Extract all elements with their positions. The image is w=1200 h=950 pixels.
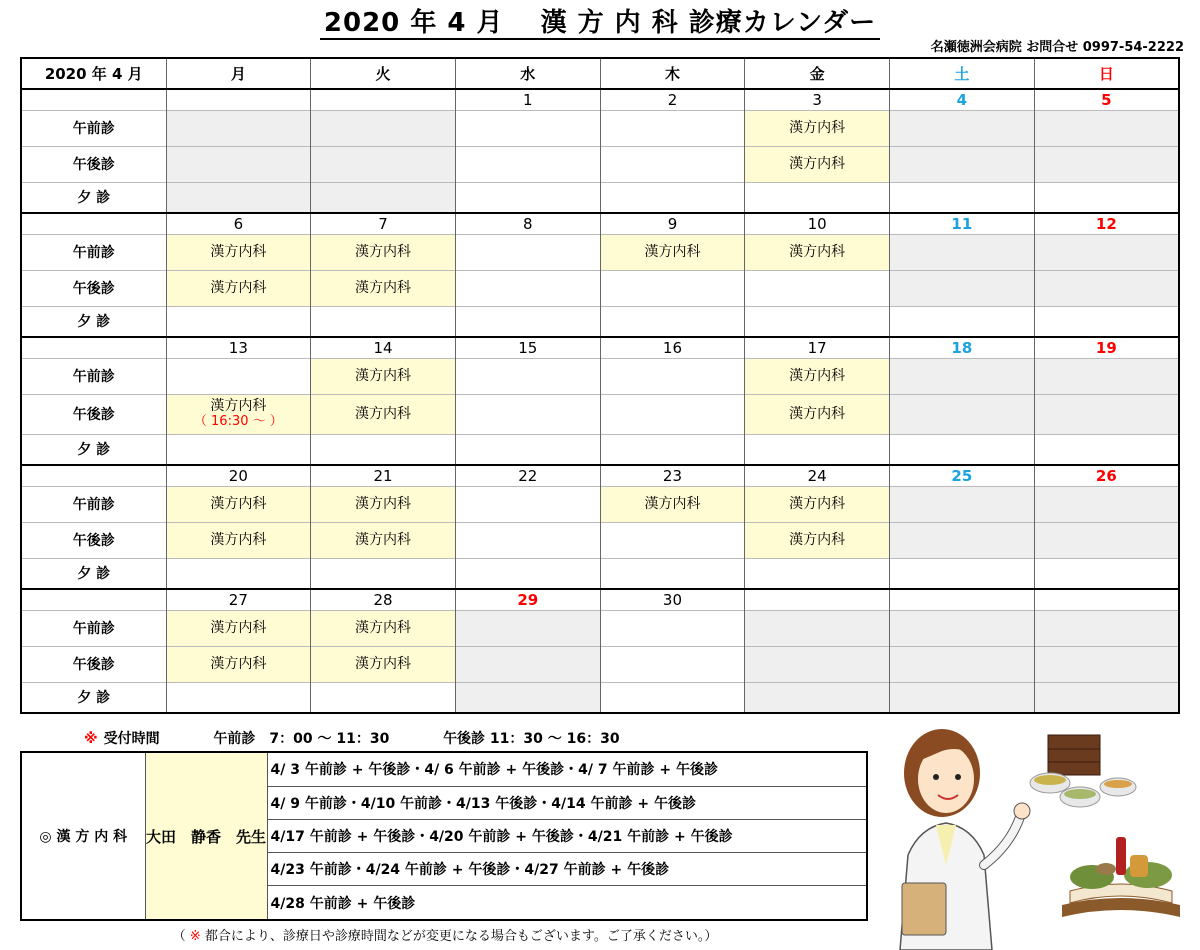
slot-label: 午前診 [21, 486, 166, 522]
empty-slot [1034, 486, 1179, 522]
open-slot [311, 270, 456, 306]
slot-department: 漢方内科 [355, 532, 412, 548]
empty-slot [890, 434, 1035, 465]
weekday-fri: 金 [745, 58, 890, 89]
slot-row-am [21, 358, 1179, 394]
empty-slot [600, 646, 745, 682]
date-number: 3 [745, 89, 890, 110]
slot-department: 漢方内科 [210, 280, 267, 296]
footnote-mark: ※ [189, 929, 201, 944]
empty-slot [1034, 146, 1179, 182]
reception-hours-am: 午前診 7：00 ～ 11：30 [213, 731, 390, 747]
slot-row-ev [21, 306, 1179, 337]
slot-label: 夕 診 [21, 558, 166, 589]
empty-slot [745, 182, 890, 213]
date-number: 6 [166, 213, 311, 234]
empty-slot [600, 394, 745, 434]
date-number: 20 [166, 465, 311, 486]
slot-department: 漢方内科 [355, 496, 412, 512]
empty-slot [890, 234, 1035, 270]
empty-slot [890, 306, 1035, 337]
week-date-row [21, 213, 1179, 234]
empty-slot [1034, 558, 1179, 589]
open-slot [745, 234, 890, 270]
reception-hours [84, 728, 620, 748]
empty-slot [890, 394, 1035, 434]
slot-label: 午前診 [21, 234, 166, 270]
date-number: 17 [745, 337, 890, 358]
slot-department: 漢方内科 [355, 620, 412, 636]
empty-slot [745, 270, 890, 306]
slot-label: 夕 診 [21, 434, 166, 465]
week-date-label [21, 89, 166, 110]
open-slot [745, 146, 890, 182]
empty-slot [1034, 646, 1179, 682]
empty-slot [1034, 110, 1179, 146]
empty-slot [455, 306, 600, 337]
empty-slot [455, 146, 600, 182]
slot-department: 漢方内科 [644, 244, 701, 260]
empty-slot [166, 434, 311, 465]
date-number: 4 [890, 89, 1035, 110]
open-slot [166, 234, 311, 270]
footnote-open: （ [172, 929, 186, 944]
open-slot [311, 610, 456, 646]
reception-hours-label: 受付時間 [103, 731, 160, 747]
slot-department: 漢方内科 [789, 406, 846, 422]
slot-row-pm [21, 646, 1179, 682]
empty-slot [455, 682, 600, 713]
slot-department: 漢方内科 [355, 656, 412, 672]
slot-department: 漢方内科 [210, 496, 267, 512]
slot-label: 午前診 [21, 110, 166, 146]
page-title: 2020 年 4 月 漢 方 内 科 診療カレンダー [0, 2, 1200, 36]
empty-slot [455, 522, 600, 558]
empty-slot [1034, 358, 1179, 394]
slot-row-pm [21, 146, 1179, 182]
empty-slot [890, 110, 1035, 146]
slot-department: 漢方内科 [789, 156, 846, 172]
slot-department: 漢方内科 [644, 496, 701, 512]
slot-row-ev [21, 558, 1179, 589]
empty-slot [311, 146, 456, 182]
empty-slot [311, 306, 456, 337]
date-number: 28 [311, 589, 456, 610]
date-number: 16 [600, 337, 745, 358]
empty-slot [745, 682, 890, 713]
date-number: 15 [455, 337, 600, 358]
empty-slot [600, 110, 745, 146]
date-number [1034, 589, 1179, 610]
empty-slot [600, 182, 745, 213]
empty-slot [1034, 610, 1179, 646]
empty-slot [455, 610, 600, 646]
empty-slot [1034, 234, 1179, 270]
date-number: 10 [745, 213, 890, 234]
slot-time-note: （ 16:30 ～ ） [193, 414, 283, 429]
empty-slot [1034, 394, 1179, 434]
date-number: 5 [1034, 89, 1179, 110]
date-number: 1 [455, 89, 600, 110]
empty-slot [600, 522, 745, 558]
empty-slot [890, 146, 1035, 182]
empty-slot [745, 434, 890, 465]
date-number: 2 [600, 89, 745, 110]
slot-department: 漢方内科 [789, 532, 846, 548]
date-number [166, 89, 311, 110]
empty-slot [166, 682, 311, 713]
slot-label: 夕 診 [21, 182, 166, 213]
date-number: 21 [311, 465, 456, 486]
open-slot [745, 522, 890, 558]
empty-slot [600, 306, 745, 337]
open-slot [311, 358, 456, 394]
empty-slot [455, 182, 600, 213]
slot-label: 夕 診 [21, 306, 166, 337]
empty-slot [600, 610, 745, 646]
footnote-text: 都合により、診療日や診療時間などが変更になる場合もございます。ご了承ください。） [204, 929, 718, 944]
doctor-figure-icon [900, 729, 1030, 950]
date-number: 7 [311, 213, 456, 234]
empty-slot [1034, 306, 1179, 337]
calendar-month-label: 2020 年 4 月 [21, 58, 166, 89]
empty-slot [455, 110, 600, 146]
slot-department: 漢方内科 [789, 368, 846, 384]
empty-slot [455, 394, 600, 434]
hospital-contact: 名瀬徳洲会病院 お問合せ 0997-54-2222 [930, 40, 1184, 55]
empty-slot [600, 358, 745, 394]
empty-slot [600, 558, 745, 589]
date-number: 11 [890, 213, 1035, 234]
empty-slot [455, 434, 600, 465]
slot-label: 午前診 [21, 358, 166, 394]
date-number [311, 89, 456, 110]
empty-slot [1034, 270, 1179, 306]
slot-department: 漢方内科 [355, 368, 412, 384]
empty-slot [455, 646, 600, 682]
empty-slot [455, 486, 600, 522]
open-slot [166, 394, 311, 434]
slot-department: 漢方内科 [210, 398, 267, 414]
empty-slot [890, 558, 1035, 589]
empty-slot [600, 434, 745, 465]
date-number: 19 [1034, 337, 1179, 358]
schedule-line: 4/23 午前診・4/24 午前診 + 午後診・4/27 午前診 + 午後診 [267, 853, 867, 886]
week-date-row [21, 337, 1179, 358]
date-number: 25 [890, 465, 1035, 486]
open-slot [311, 394, 456, 434]
slot-department: 漢方内科 [210, 244, 267, 260]
calendar-header-row [21, 58, 1179, 89]
schedule-line: 4/ 9 午前診・4/10 午前診・4/13 午後診・4/14 午前診 + 午後診 [267, 786, 867, 819]
date-number [745, 589, 890, 610]
empty-slot [311, 434, 456, 465]
herb-book-icon [1062, 837, 1180, 917]
date-number: 27 [166, 589, 311, 610]
date-number: 29 [455, 589, 600, 610]
open-slot [311, 486, 456, 522]
week-date-label [21, 337, 166, 358]
date-number: 8 [455, 213, 600, 234]
open-slot [166, 646, 311, 682]
herb-bowls-icon [1030, 735, 1136, 807]
empty-slot [890, 646, 1035, 682]
slot-department: 漢方内科 [210, 656, 267, 672]
slot-label: 午後診 [21, 394, 166, 434]
slot-row-am [21, 110, 1179, 146]
empty-slot [311, 182, 456, 213]
schedule-line: 4/28 午前診 + 午後診 [267, 886, 867, 920]
slot-department: 漢方内科 [355, 244, 412, 260]
date-number: 26 [1034, 465, 1179, 486]
empty-slot [311, 110, 456, 146]
week-date-label [21, 213, 166, 234]
empty-slot [311, 558, 456, 589]
doctor-name: 大田 静香 先生 [145, 752, 267, 920]
open-slot [311, 646, 456, 682]
week-date-row [21, 465, 1179, 486]
date-number [890, 589, 1035, 610]
empty-slot [311, 682, 456, 713]
date-number: 24 [745, 465, 890, 486]
slot-label: 午前診 [21, 610, 166, 646]
doctor-schedule-row [21, 752, 867, 786]
weekday-mon: 月 [166, 58, 311, 89]
weekday-tue: 火 [311, 58, 456, 89]
reception-hours-pm: 午後診 11：30 ～ 16：30 [443, 731, 620, 747]
slot-row-pm [21, 270, 1179, 306]
slot-department: 漢方内科 [210, 532, 267, 548]
empty-slot [455, 558, 600, 589]
schedule-line: 4/ 3 午前診 + 午後診・4/ 6 午前診 + 午後診・4/ 7 午前診 + 午後診 [267, 752, 867, 786]
empty-slot [890, 486, 1035, 522]
date-number: 14 [311, 337, 456, 358]
empty-slot [890, 270, 1035, 306]
slot-label: 午後診 [21, 646, 166, 682]
doctor-schedule-table [20, 751, 868, 921]
slot-department: 漢方内科 [210, 620, 267, 636]
empty-slot [455, 358, 600, 394]
weekday-thu: 木 [600, 58, 745, 89]
slot-row-am [21, 234, 1179, 270]
date-number: 30 [600, 589, 745, 610]
week-date-label [21, 589, 166, 610]
slot-label: 午後診 [21, 146, 166, 182]
week-date-row [21, 589, 1179, 610]
empty-slot [745, 306, 890, 337]
empty-slot [600, 682, 745, 713]
schedule-line: 4/17 午前診 + 午後診・4/20 午前診 + 午後診・4/21 午前診 + 午後診 [267, 819, 867, 852]
slot-department: 漢方内科 [789, 244, 846, 260]
clinic-calendar [20, 57, 1180, 714]
open-slot [745, 110, 890, 146]
empty-slot [166, 358, 311, 394]
weekday-sat: 土 [890, 58, 1035, 89]
slot-row-pm [21, 522, 1179, 558]
empty-slot [166, 110, 311, 146]
open-slot [311, 234, 456, 270]
date-number: 18 [890, 337, 1035, 358]
footnote [0, 925, 890, 944]
slot-row-ev [21, 182, 1179, 213]
slot-row-am [21, 486, 1179, 522]
note-mark: ※ [84, 731, 98, 747]
empty-slot [1034, 522, 1179, 558]
slot-department: 漢方内科 [789, 496, 846, 512]
weekday-wed: 水 [455, 58, 600, 89]
slot-label: 午後診 [21, 522, 166, 558]
open-slot [166, 486, 311, 522]
slot-department: 漢方内科 [355, 406, 412, 422]
empty-slot [890, 522, 1035, 558]
slot-row-ev [21, 434, 1179, 465]
date-number: 23 [600, 465, 745, 486]
empty-slot [455, 270, 600, 306]
empty-slot [600, 146, 745, 182]
open-slot [166, 270, 311, 306]
slot-department: 漢方内科 [789, 120, 846, 136]
empty-slot [166, 558, 311, 589]
open-slot [745, 394, 890, 434]
empty-slot [890, 610, 1035, 646]
empty-slot [1034, 434, 1179, 465]
slot-row-am [21, 610, 1179, 646]
weekday-sun: 日 [1034, 58, 1179, 89]
department-name: ◎ 漢 方 内 科 [21, 752, 145, 920]
week-date-label [21, 465, 166, 486]
slot-label: 午後診 [21, 270, 166, 306]
doctor-illustration [880, 705, 1200, 950]
empty-slot [745, 558, 890, 589]
slot-row-pm [21, 394, 1179, 434]
date-number: 22 [455, 465, 600, 486]
empty-slot [890, 358, 1035, 394]
empty-slot [1034, 182, 1179, 213]
empty-slot [166, 146, 311, 182]
empty-slot [745, 646, 890, 682]
empty-slot [600, 270, 745, 306]
date-number: 13 [166, 337, 311, 358]
empty-slot [166, 306, 311, 337]
date-number: 9 [600, 213, 745, 234]
open-slot [745, 358, 890, 394]
empty-slot [455, 234, 600, 270]
open-slot [745, 486, 890, 522]
slot-department: 漢方内科 [355, 280, 412, 296]
open-slot [600, 234, 745, 270]
open-slot [311, 522, 456, 558]
week-date-row [21, 89, 1179, 110]
empty-slot [745, 610, 890, 646]
empty-slot [890, 182, 1035, 213]
date-number: 12 [1034, 213, 1179, 234]
empty-slot [166, 182, 311, 213]
slot-label: 夕 診 [21, 682, 166, 713]
open-slot [166, 610, 311, 646]
open-slot [166, 522, 311, 558]
open-slot [600, 486, 745, 522]
